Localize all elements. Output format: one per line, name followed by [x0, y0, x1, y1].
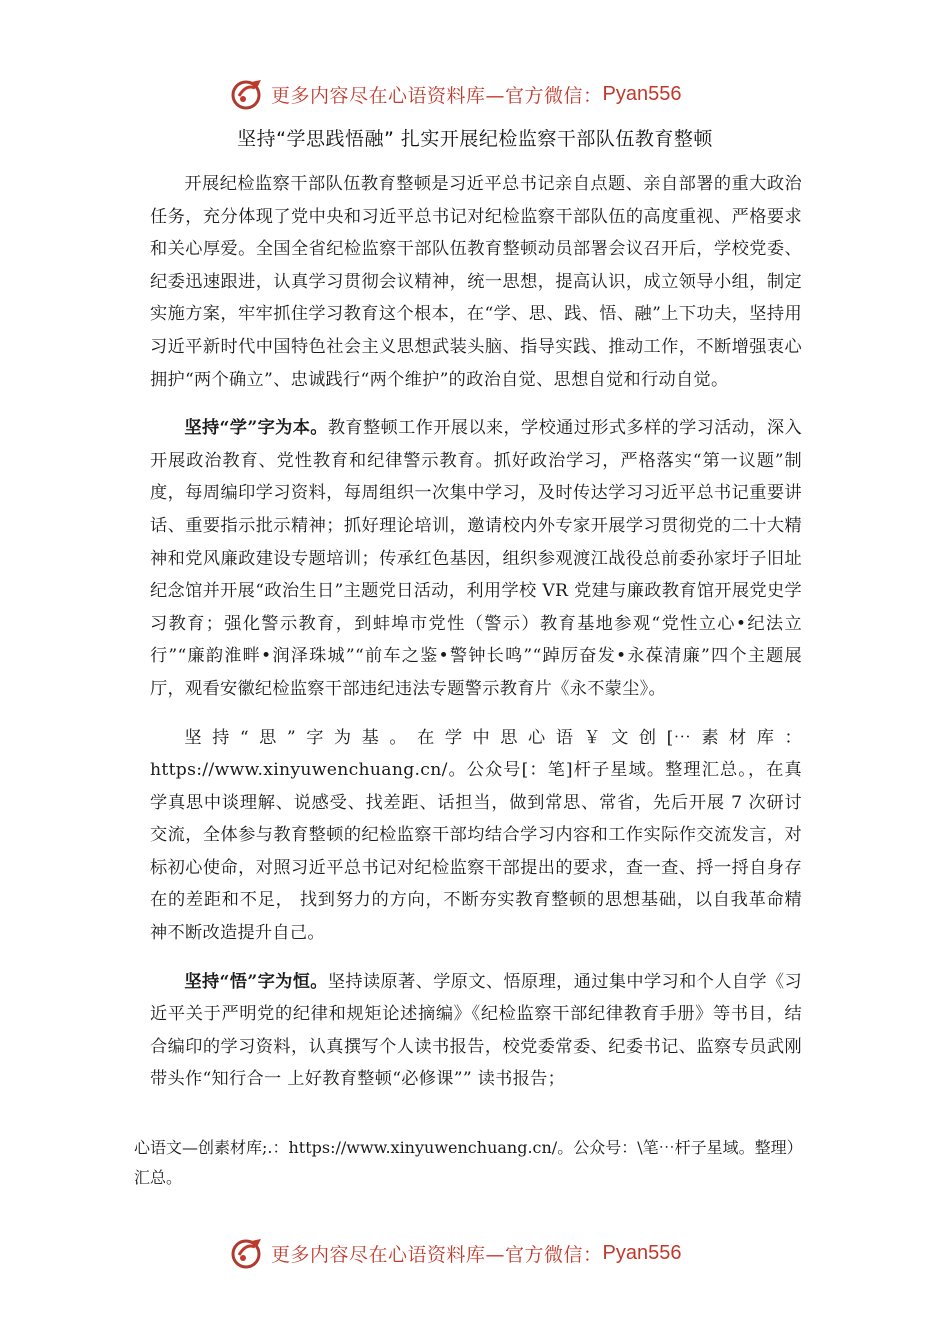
paragraph-lead: 坚持“悟”字为恒。: [184, 971, 328, 992]
banner-wechat-id: Pyan556: [602, 1241, 682, 1264]
document-body: [150, 168, 802, 1096]
paragraph-comprehend: [150, 966, 802, 1096]
paragraph-body: 坚持读原著、学原文、悟原理，通过集中学习和个人自学《习近平关于严明党的纪律和规矩论述摘编》《纪检监察干部纪律教育手册》等书目，结合编印的学习资料，认真撰写个人读书报告，校党委常委、纪委书记、监察专员武刚带头作“知行合一 上好教育整顿“必修课”” 读书报告；: [150, 971, 802, 1090]
header-banner: [0, 74, 950, 114]
paragraph-think: [150, 722, 802, 950]
paragraph-lead: 坚持“学”字为本。: [184, 418, 328, 439]
banner-text: 更多内容尽在心语资料库—官方微信：: [271, 1243, 603, 1266]
banner-wechat-id: Pyan556: [602, 82, 682, 105]
brand-logo-icon: [229, 76, 265, 112]
paragraph-intro: [150, 168, 802, 396]
brand-logo-icon: [229, 1235, 265, 1271]
source-note: 心语文—创素材库;.：https://www.xinyuwenchuang.cn/。公众号：\笔⋯杆子星域。整理）汇总。: [134, 1138, 803, 1187]
document-title: 坚持“学思践悟融” 扎实开展纪检监察干部队伍教育整顿: [237, 128, 713, 150]
footer-banner: [0, 1233, 950, 1273]
paragraph-body: 坚持“思”字为基。在学中思心语￥文创[⋯素材库：https://www.xinyuwenchuang.cn/。公众号[：笔]杆子星域。整理汇总。，在真学真思中谈理解、说感受、找差距、话担当，做到常思、常省，先后开展 7 次研讨交流，全体参与教育整顿的纪检监察干部均结合学习内容和工作实际作交流发言，对标初心使命，对照习近平总书记对纪检监察干部提出的要求，查一查、捋一捋自身存在的差距和不足， 找到努力的方向，不断夯实教育整顿的思想基础，以自我革命精神不断改造提升自己。: [150, 727, 802, 944]
paragraph-body: 开展纪检监察干部队伍教育整顿是习近平总书记亲自点题、亲自部署的重大政治任务，充分体现了党中央和习近平总书记对纪检监察干部队伍的高度重视、严格要求和关心厚爱。全国全省纪检监察干部队伍教育整顿动员部署会议召开后，学校党委、纪委迅速跟进，认真学习贯彻会议精神，统一思想，提高认识，成立领导小组，制定实施方案，牢牢抓住学习教育这个根本，在“学、思、践、悟、融”上下功夫，坚持用习近平新时代中国特色社会主义思想武装头脑、指导实践、推动工作，不断增强衷心拥护“两个确立”、忠诚践行“两个维护”的政治自觉、思想自觉和行动自觉。: [150, 174, 802, 390]
paragraph-body: 教育整顿工作开展以来，学校通过形式多样的学习活动，深入开展政治教育、党性教育和纪律警示教育。抓好政治学习，严格落实“第一议题”制度，每周编印学习资料，每周组织一次集中学习，及时传达学习习近平总书记重要讲话、重要指示批示精神；抓好理论培训，邀请校内外专家开展学习贯彻党的二十大精神和党风廉政建设专题培训；传承红色基因，组织参观渡江战役总前委孙家圩子旧址纪念馆并开展“政治生日”主题党日活动，利用学校 VR 党建与廉政教育馆开展党史学习教育；强化警示教育，到蚌埠市党性（警示）教育基地参观“党性立心•纪法立行”“廉韵淮畔•润泽珠城”“前车之鉴•警钟长鸣”“踔厉奋发•永葆清廉”四个主题展厅，观看安徽纪检监察干部违纪违法专题警示教育片《永不蒙尘》。: [150, 418, 802, 699]
paragraph-study: [150, 412, 802, 705]
banner-text: 更多内容尽在心语资料库—官方微信：: [271, 84, 603, 107]
